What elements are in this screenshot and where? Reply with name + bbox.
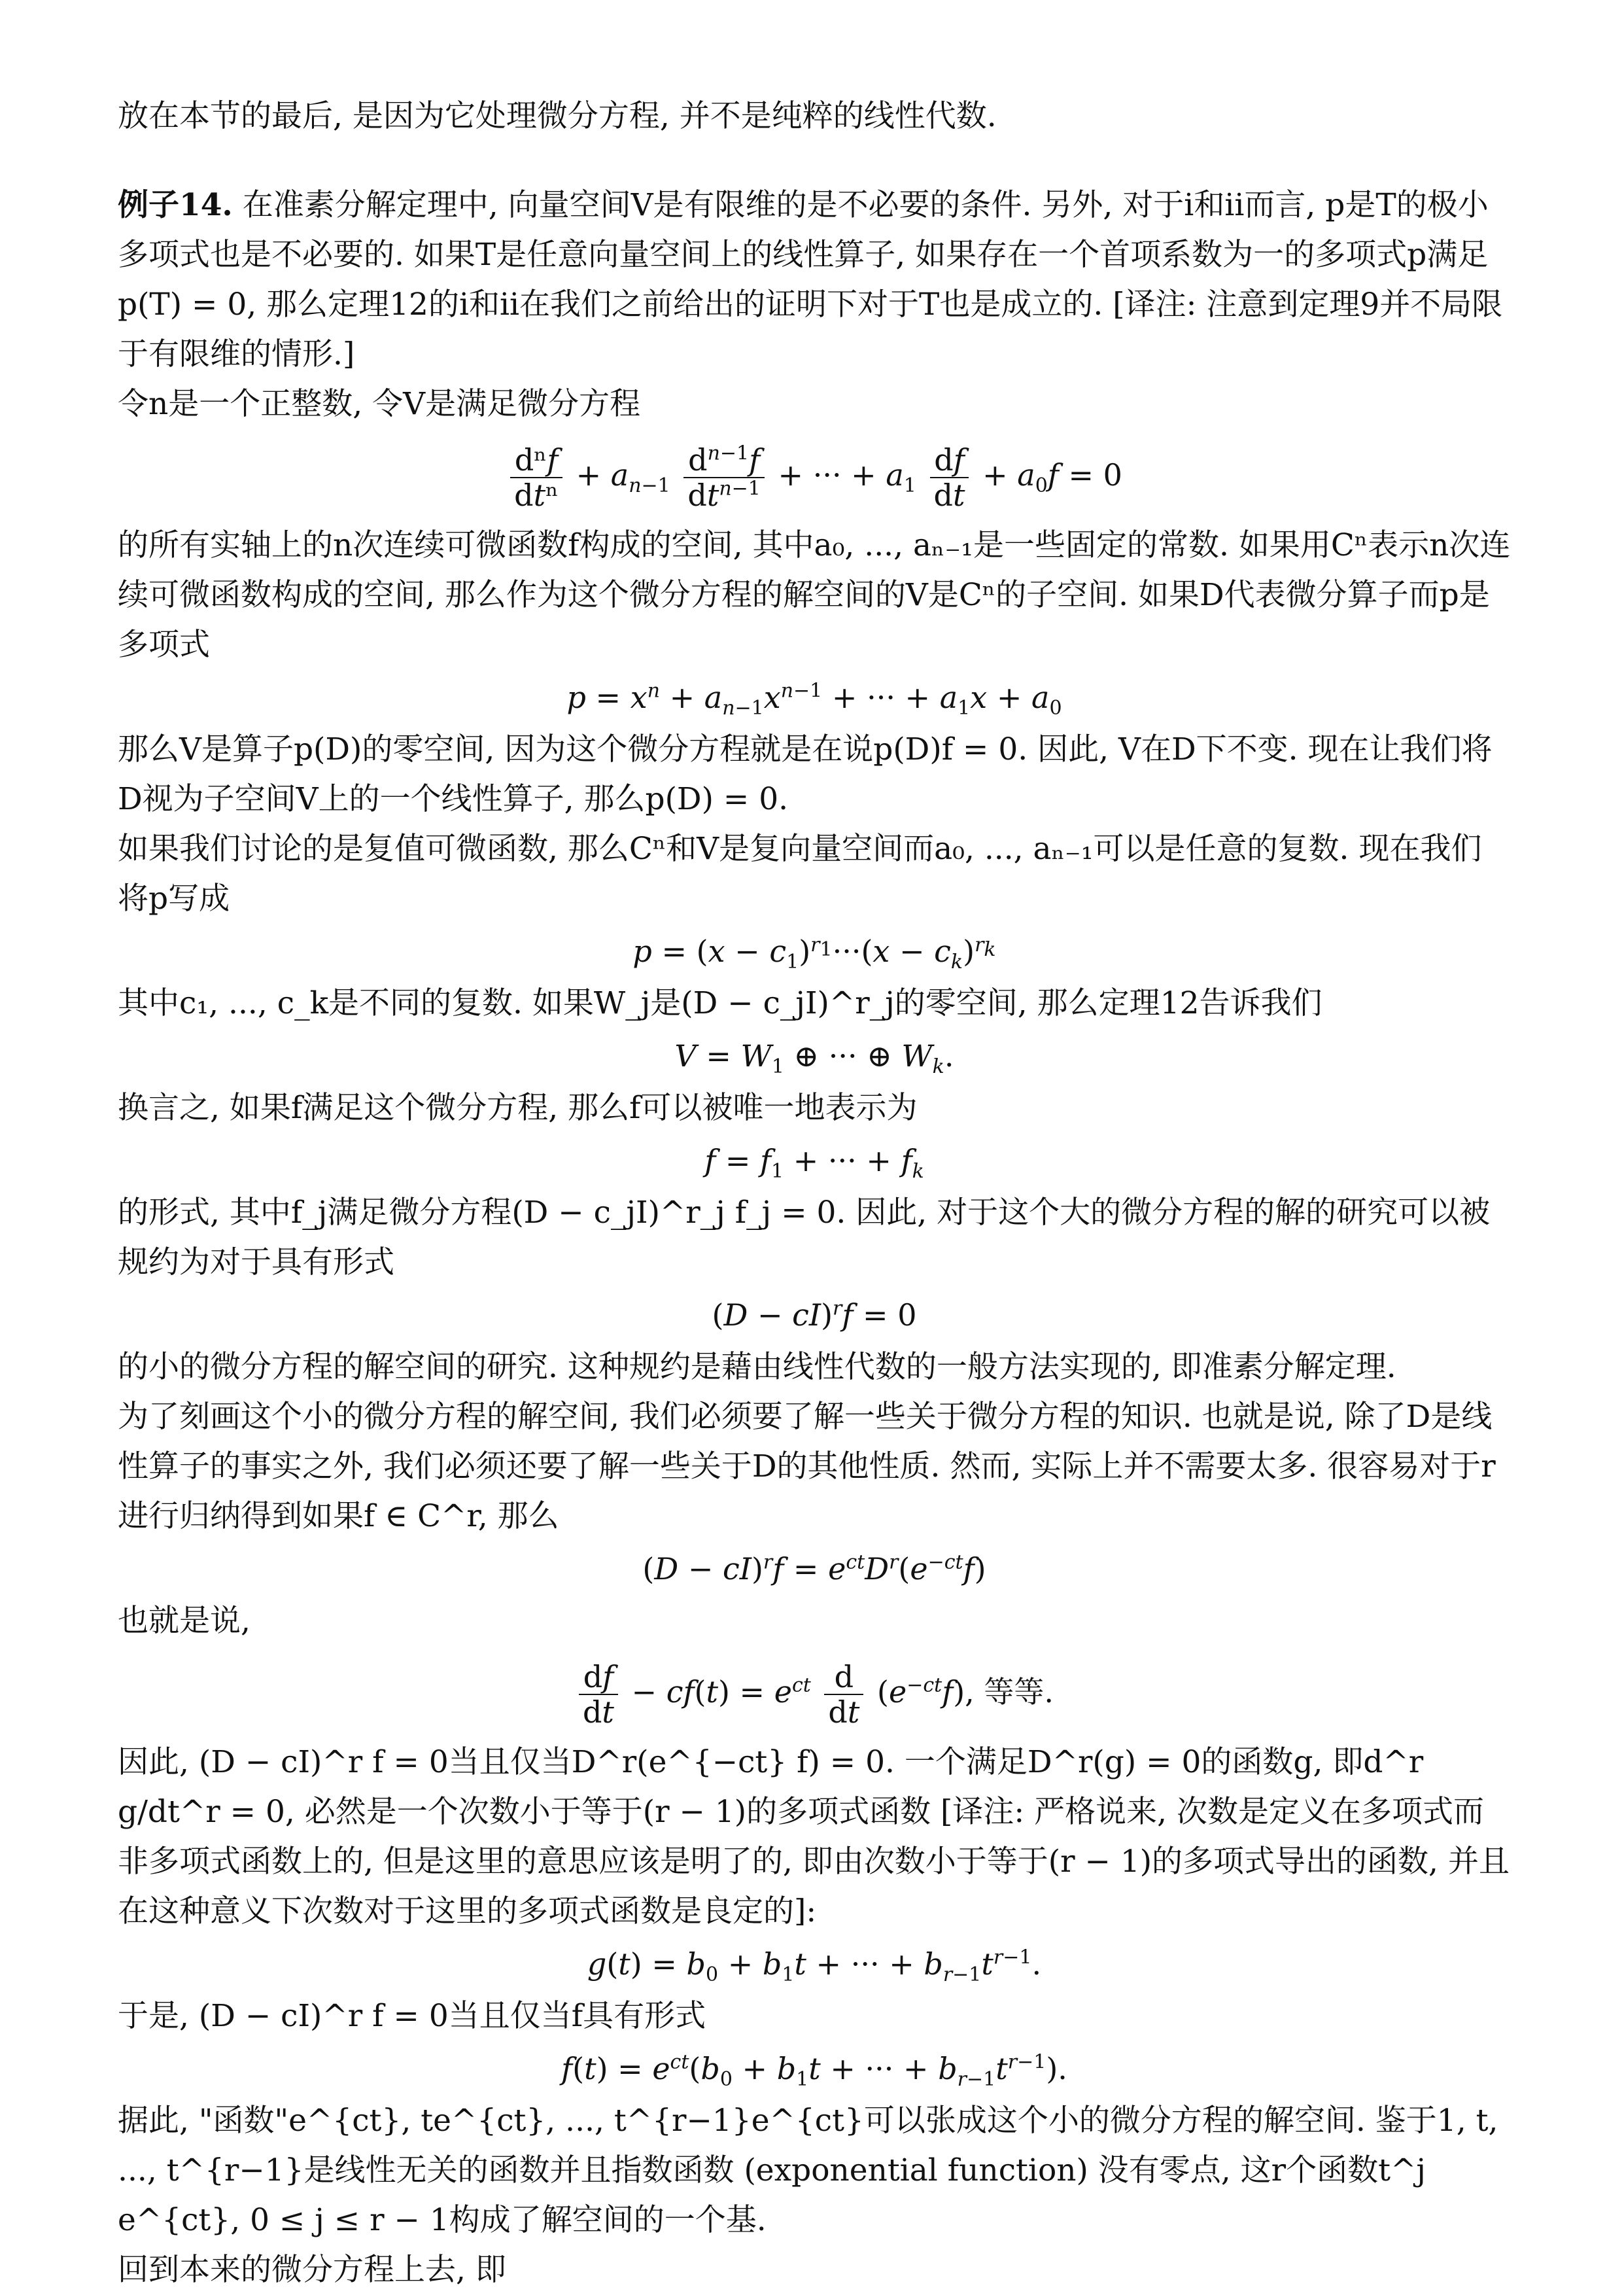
equation-first-order: $\frac{df}{dt}$ − $cf(t) = e^{ct}$ $\frac{d}{dt}$ $(e^{-ct}f)$, 等等. [118,1646,1511,1738]
paragraph-basis: 据此, "函数"e^{ct}, te^{ct}, ..., t^{r−1}e^{ct}可以张成这个小的微分方程的解空间. 鉴于1, t, ..., t^{r−1}是线性无关的函数并且指数函数 (exponential function) 没有零点, 这r个函数t^j e^{ct}, 0 ≤ j ≤ r − 1构成了解空间的一个基. [118,2103,1498,2238]
fraction-d-dt: $\frac{d}{dt}$ [824,1660,863,1729]
equation-differential: $\frac{\text{dⁿf}}{\text{dtⁿ}}$ + $a_{n-1}$ $\frac{d^{n-1}f}{dt^{n-1}}$ + ··· + $a_1$ $\frac{df}{dt}$ + $a_0f = 0$ [118,429,1511,521]
equation-polynomial-p: $p = x^n + a_{n-1}x^{n-1}$ + ··· + $a_1x + a_0$ [566,679,1062,720]
paragraph-complex: 如果我们讨论的是复值可微函数, 那么Cⁿ和V是复向量空间而a₀, ..., aₙ₋₁可以是任意的复数. 现在我们将p写成 [118,831,1482,917]
paragraph-hence: 于是, (D − cI)^r f = 0当且仅当f具有形式 [118,1998,706,2034]
fraction-df-dt-2: $\frac{df}{dt}$ [579,1660,618,1729]
paragraph-in-other-words: 换言之, 如果f满足这个微分方程, 那么f可以被唯一地表示为 [118,1090,918,1126]
paragraph-distinct-roots: 其中c₁, ..., c_k是不同的复数. 如果W_j是(D − c_jI)^r_j的零空间, 那么定理12告诉我们 [118,985,1322,1021]
fraction-df-dt: $\frac{df}{dt}$ [930,443,969,512]
paragraph-reduction: 的小的微分方程的解空间的研究. 这种规约是藉由线性代数的一般方法实现的, 即准素分解定理. [118,1349,1396,1385]
example-label: 例子14. [118,187,233,223]
equation-direct-sum: $V = W_1$ ⊕ ··· ⊕ $W_k$. [674,1038,954,1079]
equation-f-form: $f(t) = e^{ct}(b_0 + b_1t$ + ··· + $b_{r-1}t^{r-1}$). [561,2050,1067,2092]
paragraph-example-14 [118,181,1511,379]
equation-g-polynomial: $g(t) = b_0 + b_1t$ + ··· + $b_{r-1}t^{r-1}$. [587,1946,1042,1987]
equation-small-ode: (D − cI)$^r$f = 0 [712,1297,917,1333]
paragraph-let-n: 令n是一个正整数, 令V是满足微分方程 [118,386,641,422]
equation-factorization: $p = (x - c_1)^{r_1}\cdot\cdot\cdot(x - c_k)^{r_k}$ [632,933,996,974]
paragraph-space-definition: 的所有实轴上的n次连续可微函数f构成的空间, 其中a₀, ..., aₙ₋₁是一些固定的常数. 如果用Cⁿ表示n次连续可微函数构成的空间, 那么作为这个微分方程的解空间的V是Cⁿ的子空间. 如果D代表微分算子而p是多项式 [118,527,1511,663]
paragraph-characterize: 为了刻画这个小的微分方程的解空间, 我们必须要了解一些关于微分方程的知识. 也就是说, 除了D是线性算子的事实之外, 我们必须还要了解一些关于D的其他性质. 然而, 实际上并不需要太多. 很容易对于r进行归纳得到如果f ∈ C^r, 那么 [118,1399,1496,1534]
fraction-dn1f-dtn1: $\frac{d^{n-1}f}{dt^{n-1}}$ [683,443,765,512]
equation-induction: $(D - cI)^rf = e^{ct}D^r(e^{-ct}f)$ [642,1550,986,1586]
paragraph-therefore: 因此, (D − cI)^r f = 0当且仅当D^r(e^{−ct} f) = 0. 一个满足D^r(g) = 0的函数g, 即d^r g/dt^r = 0, 必然是一个次数小于等于(r − 1)的多项式函数 [译注: 严格说来, 次数是定义在多项式而非多项式函数上的, 但是这里的意思应该是明了的, 即由次数小于等于(r − 1)的多项式导出的函数, 并且在这种意义下次数对于这里的多项式函数是良定的]: [118,1744,1510,1929]
paragraph-intro: 放在本节的最后, 是因为它处理微分方程, 并不是纯粹的线性代数. [118,98,997,134]
document-page [118,92,1511,2295]
example-text: 在准素分解定理中, 向量空间V是有限维的是不必要的条件. 另外, 对于i和ii而言, p是T的极小多项式也是不必要的. 如果T是任意向量空间上的线性算子, 如果存在一个首项系数为一的多项式p满足p(T) = 0, 那么定理12的i和ii在我们之前给出的证明下对于T也是成立的. [译注: 注意到定理9并不局限于有限维的情形.] [118,187,1503,372]
paragraph-null-space: 那么V是算子p(D)的零空间, 因为这个微分方程就是在说p(D)f = 0. 因此, V在D下不变. 现在让我们将D视为子空间V上的一个线性算子, 那么p(D) = 0. [118,731,1493,817]
equation-f-sum: $f = f_1$ + ··· + $f_k$ [704,1143,924,1183]
paragraph-return: 回到本来的微分方程上去, 即 [118,2252,506,2288]
paragraph-form: 的形式, 其中f_j满足微分方程(D − c_jI)^r_j f_j = 0. 因此, 对于这个大的微分方程的解的研究可以被规约为对于具有形式 [118,1195,1491,1280]
paragraph-that-is: 也就是说, [118,1603,251,1639]
fraction-dnf-dtn: $\frac{\text{dⁿf}}{\text{dtⁿ}}$ [510,443,562,512]
